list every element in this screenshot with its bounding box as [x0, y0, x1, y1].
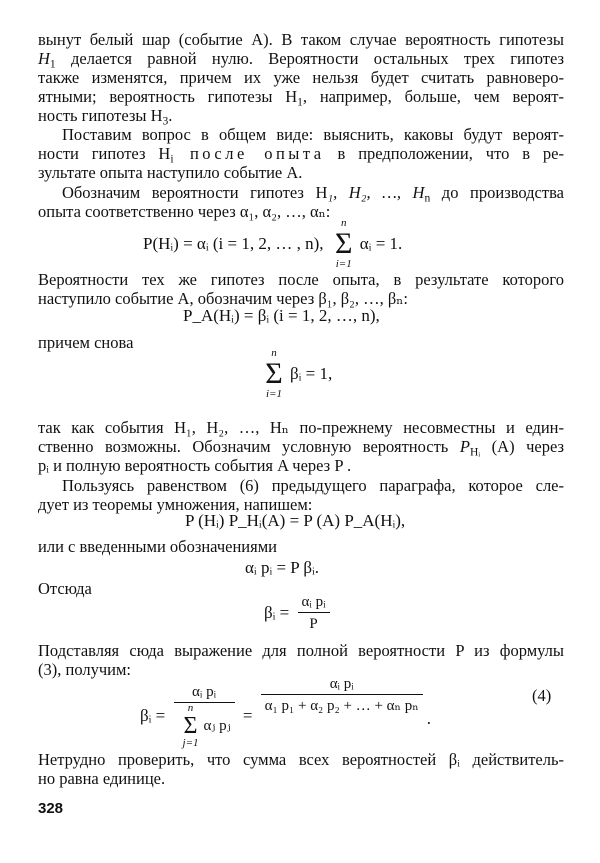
p11-line1: Нетрудно проверить, что сумма всех вероятностей βᵢ действитель-: [38, 750, 564, 769]
equation-number: (4): [532, 686, 552, 705]
fraction-expanded: $\frac{\text{αᵢ pᵢ}}{\text{α₁ p₁ + α₂ p₂ + … + αₙ pₙ}}$: [261, 675, 423, 715]
p5-line: причем снова: [38, 333, 134, 352]
p11-line2: но равна единице.: [38, 769, 166, 788]
p4-line1: Вероятности тех же гипотез после опыта, в результате которого: [38, 270, 564, 289]
formula-2: P_A(Hᵢ) = βᵢ (i = 1, 2, …, n),: [183, 306, 380, 325]
p3-line1: Обозначим вероятности гипотез H₁, H₂, …, $H_n$ до производства: [62, 183, 564, 205]
fraction: $\frac{\text{αᵢ pᵢ}}{P}$: [298, 593, 330, 633]
p1-line1: вынут белый шар (событие A). В таком случае вероятность гипотезы: [38, 30, 564, 49]
p7-line2: дует из теоремы умножения, напишем:: [38, 495, 313, 514]
formula-7: βᵢ = αᵢ pᵢ n Σ j=1 αⱼ pⱼ = $\frac{\text{αᵢ pᵢ}}{\text{α₁ p₁ + α₂ p₂ + … + αₙ pₙ}}$ .: [140, 676, 432, 750]
p6-line1: так как события H₁, H₂, …, Hₙ по-прежнему несовместны и един-: [38, 418, 564, 437]
p4-line2: наступило событие A, обозначим через β₁, β₂, …, βₙ:: [38, 289, 409, 308]
p1-line5: ность гипотезы $H_3$.: [38, 106, 173, 128]
sum-symbol: n Σ i=1: [335, 217, 353, 270]
formula-6: βᵢ = $\frac{\text{αᵢ pᵢ}}{P}$: [264, 593, 334, 633]
sum-symbol: n Σ i=1: [265, 347, 283, 400]
p2-line2: ности гипотез $H_i$ после опыта в предположении, что в ре-: [38, 144, 564, 166]
p3-line2: опыта соответственно через α₁, α₂, …, αₙ:: [38, 202, 331, 221]
p6-line3: pᵢ и полную вероятность события A через P .: [38, 456, 352, 475]
p6-line2: ственно возможны. Обозначим условную вероятность $P_{Hᵢ}$ (A) через: [38, 437, 564, 459]
formula-1: P(Hᵢ) = αᵢ (i = 1, 2, … , n), n Σ i=1 αᵢ = 1.: [143, 217, 403, 270]
p1-line2: $H_1$ делается равной нулю. Вероятности остальных трех гипотез: [38, 49, 564, 71]
formula-4: P (Hᵢ) P_Hᵢ(A) = P (A) P_A(Hᵢ),: [185, 511, 406, 530]
page-number: 328: [38, 800, 64, 817]
fraction-sum: αᵢ pᵢ n Σ j=1 αⱼ pⱼ: [174, 683, 235, 749]
p2-line1: Поставим вопрос в общем виде: выяснить, каковы будут вероят-: [62, 125, 564, 144]
p8-line: или с введенными обозначениями: [38, 537, 277, 556]
formula-5: αᵢ pᵢ = P βᵢ.: [245, 558, 320, 577]
p7-line1: Пользуясь равенством (6) предыдущего параграфа, которое сле-: [62, 476, 564, 495]
p1-line4: ятными; вероятность гипотезы $H_1$, например, больше, чем вероят-: [38, 87, 564, 109]
p1-line3: также изменятся, причем их уже нельзя будет считать равноверо-: [38, 68, 564, 87]
p10-line1: Подставляя сюда выражение для полной вероятности P из формулы: [38, 641, 564, 660]
p10-line2: (3), получим:: [38, 660, 131, 679]
formula-3: n Σ i=1 βᵢ = 1,: [258, 348, 332, 400]
p2-line3: зультате опыта наступило событие A.: [38, 163, 303, 182]
p9-line: Отсюда: [38, 579, 92, 598]
